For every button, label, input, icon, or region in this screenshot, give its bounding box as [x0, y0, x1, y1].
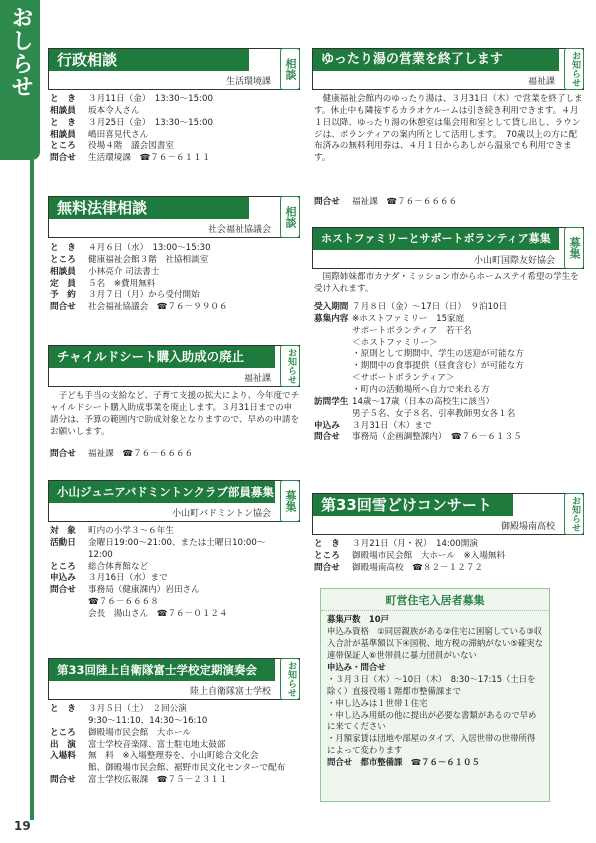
muryo-row-label: 予 約 — [50, 290, 76, 301]
host-row-label: 問合せ — [314, 432, 340, 443]
host-row-label — [314, 361, 352, 373]
badminton-row — [50, 538, 300, 550]
host-row-value: サポートボランティア 若干名 — [352, 325, 472, 336]
muryo-row-value: ４月６日（水） 13:00～15:30 — [88, 243, 211, 253]
gyosei-tag: 相談 — [280, 48, 300, 90]
muryo-row-label: 相談員 — [50, 266, 76, 277]
badminton-row — [50, 585, 300, 597]
gyosei-row-value: ３月11日（金） 13:30～15:00 — [88, 94, 213, 104]
concert-row-value: 9:30～11:10、14:30～16:10 — [88, 715, 208, 726]
gyosei-row — [50, 94, 300, 106]
housing-body — [321, 611, 549, 772]
gyosei-row-label: 相談員 — [50, 129, 76, 140]
badminton-row-label — [50, 597, 88, 609]
badminton-row — [50, 526, 300, 538]
concert-row — [50, 716, 300, 728]
badminton-row — [50, 609, 300, 621]
yuttari-tag: お知らせ — [564, 48, 584, 90]
host-title: ホストファミリーとサポートボランティア募集 — [313, 228, 559, 250]
badminton-row — [50, 562, 300, 574]
concert-row-label — [50, 716, 88, 728]
badminton-row-label: 対 象 — [50, 526, 76, 536]
sidebar-title-tab — [0, 0, 40, 160]
yuttari-header — [312, 48, 584, 90]
host-row — [314, 338, 584, 350]
gyosei-dept: 生活環境課 — [225, 77, 271, 87]
yukidoke-row-value: ３月21日（月・祝） 14:00開演 — [352, 539, 478, 549]
yukidoke-title: 第33回雪どけコンサート — [313, 494, 513, 516]
yukidoke-row-label: 問合せ — [314, 562, 340, 573]
muryo-row — [50, 255, 300, 267]
host-row-label — [314, 409, 352, 421]
housing-line: 申込み・問合せ — [327, 661, 386, 672]
muryo-row — [50, 290, 300, 302]
concert-row-label: ところ — [50, 727, 76, 738]
gyosei-title: 行政相談 — [49, 49, 249, 71]
badminton-row-value: 12:00 — [88, 549, 113, 560]
yukidoke-row — [314, 539, 584, 551]
host-row — [314, 326, 584, 338]
badminton-dept: 小山町バドミントン協会 — [172, 509, 271, 519]
child-title: チャイルドシート購入助成の廃止 — [49, 346, 275, 368]
host-row-value: ・町内の活動場所へ自力で来れる方 — [352, 385, 490, 396]
muryo-row — [50, 279, 300, 291]
concert-row — [50, 728, 300, 740]
host-row-label: 訪問学生 — [314, 396, 349, 407]
page-number: 19 — [14, 819, 31, 833]
housing-line: 問合せ 都市整備課 ☎７６－６１０５ — [327, 757, 480, 768]
concert-header — [48, 658, 300, 700]
concert-row-label: 問合せ — [50, 775, 76, 786]
concert-row-value: 富士学校広報課 ☎７５－２３１１ — [88, 775, 228, 786]
yuttari-text: 健康福祉会館内のゆったり湯は、３月31日（木）で営業を終了します。休止中も隣接するカラオケルームは引き続き利用できます。４月１日以降、ゆったり湯の休憩室は集会用和室として貸し出し、ラウンジは、ボランティアの案内所として活用します。 70歳以上の方に配布済みの無料利用券は、４月１日からあしがら温泉でも利用できます。 — [314, 94, 583, 164]
badminton-row-label: 活動日 — [50, 537, 76, 548]
badminton-row-value: 総合体育館など — [88, 561, 149, 572]
concert-row-value: ３月５日（土） ２回公演 — [88, 704, 187, 714]
housing-line: ・申し込みは１世帯１住宅 — [327, 697, 428, 708]
concert-row-value: 富士学校音楽隊、富士駐屯地太鼓部 — [88, 739, 226, 750]
gyosei-row — [50, 118, 300, 130]
yukidoke-row — [314, 551, 584, 563]
host-details — [314, 302, 584, 444]
host-row — [314, 432, 584, 444]
host-row-label: 受入期間 — [314, 302, 349, 312]
host-row — [314, 349, 584, 361]
gyosei-row-value: 坂本令人さん — [88, 105, 140, 116]
concert-row — [50, 751, 300, 763]
badminton-row-label — [50, 550, 88, 562]
concert-details — [50, 704, 300, 787]
badminton-row — [50, 597, 300, 609]
host-dept: 小山町国際友好協会 — [473, 256, 555, 266]
gyosei-row-value: 嶋田喜見代さん — [88, 129, 149, 140]
host-row — [314, 302, 584, 314]
concert-row-label: 入場料 — [50, 751, 76, 762]
concert-row — [50, 704, 300, 716]
host-row — [314, 421, 584, 433]
child-dept: 福祉課 — [243, 374, 271, 384]
gyosei-row-value: 生活環境課 ☎７６－６１１１ — [88, 153, 211, 164]
yukidoke-dept: 御殿場南高校 — [500, 522, 555, 532]
host-row-label — [314, 349, 352, 361]
yukidoke-row-label: ところ — [314, 550, 340, 561]
muryo-row-value: ５名 ※費用無料 — [88, 278, 156, 289]
muryo-row-value: 小林亮介 司法書士 — [88, 266, 160, 277]
gyosei-details — [50, 94, 300, 165]
concert-row-value: 館、御殿場市民会館、裾野市民文化センターで配布 — [88, 763, 286, 774]
badminton-row — [50, 573, 300, 585]
muryo-row — [50, 267, 300, 279]
host-row — [314, 361, 584, 373]
muryo-details — [50, 243, 300, 314]
gyosei-row-value: ３月25日（金） 13:30～15:00 — [88, 117, 213, 128]
host-row — [314, 373, 584, 385]
gyosei-row — [50, 141, 300, 153]
muryo-dept: 社会福祉協議会 — [207, 225, 271, 235]
muryo-row — [50, 243, 300, 255]
concert-row-value: 無 料 ※入場整理券を、小山町総合文化会 — [88, 751, 259, 762]
host-row-label — [314, 326, 352, 338]
housing-title: 町営住宅入居者募集 — [321, 589, 549, 611]
muryo-tag: 相談 — [280, 196, 300, 238]
muryo-row-label: と き — [50, 243, 76, 253]
yuttari-contact — [314, 197, 457, 209]
badminton-row-value: ☎７６－６６６８ — [88, 597, 159, 608]
gyosei-row-label: 問合せ — [50, 153, 76, 164]
yukidoke-row-value: 御殿場市民会館 大ホール ※入場無料 — [352, 550, 506, 561]
muryo-row-value: ３月７日（月）から受付開始 — [88, 290, 200, 301]
badminton-row — [50, 550, 300, 562]
sidebar — [0, 0, 40, 843]
gyosei-header — [48, 48, 300, 90]
child-contact-value: 福祉課 ☎７６－６６６６ — [88, 449, 194, 459]
host-row-label — [314, 373, 352, 385]
muryo-header — [48, 196, 300, 238]
concert-row — [50, 763, 300, 775]
child-contact-label: 問合せ — [50, 449, 76, 459]
host-row — [314, 385, 584, 397]
host-row-label — [314, 338, 352, 350]
host-row-value: ・原則として期間中、学生の送迎が可能な方 — [352, 349, 524, 360]
host-row-value: ・期間中の食事提供（昼食含む）が可能な方 — [352, 361, 524, 372]
concert-row-value: 御殿場市民会館 大ホール — [88, 727, 191, 738]
host-row-value: ※ホストファミリー 15家庭 — [352, 313, 465, 324]
concert-row — [50, 740, 300, 752]
gyosei-row-label: 相談員 — [50, 105, 76, 116]
badminton-row-label: 申込み — [50, 573, 76, 584]
host-tag: 募集 — [564, 227, 584, 269]
concert-row-label — [50, 763, 88, 775]
badminton-row-value: 町内の小学３～６年生 — [88, 526, 174, 536]
host-row-value: ３月31日（木）まで — [352, 420, 432, 431]
child-text: 子ども手当の支給など、子育て支援の拡大により、今年度でチャイルドシート購入助成事業を廃止します。３月31日までの申請分は、予算の範囲内で助成対象となりますので、早めの申請をお願いします。 — [50, 391, 300, 437]
muryo-row-label: ところ — [50, 254, 76, 265]
muryo-row-value: 健康福祉会館３階 社協相談室 — [88, 254, 209, 265]
badminton-title: 小山ジュニアバドミントンクラブ部員募集 — [49, 481, 275, 503]
gyosei-row-label: ところ — [50, 141, 76, 152]
child-header — [48, 345, 300, 387]
gyosei-row — [50, 153, 300, 165]
yukidoke-row — [314, 563, 584, 575]
housing-line: 募集戸数 10戸 — [327, 614, 389, 625]
badminton-details — [50, 526, 300, 621]
concert-row-label: 出 演 — [50, 739, 76, 750]
badminton-row-value: ３月16日（水）まで — [88, 573, 168, 584]
child-contact — [50, 449, 193, 461]
housing-line: 申込み資格 ①同居親族がある②住宅に困窮している③収入合計が基準額以下④国税、地方税の滞納がない⑤確実な連帯保証人⑥世帯員に暴力団員がいない — [327, 626, 544, 660]
concert-dept: 陸上自衛隊富士学校 — [189, 687, 271, 697]
child-tag: お知らせ — [280, 345, 300, 387]
yukidoke-header — [312, 493, 584, 535]
housing-line: ・３月３日（木）～10日（木） 8:30～17:15（土日を除く）直接役場１階都市整備課まで — [327, 673, 536, 696]
concert-title: 第33回陸上自衛隊富士学校定期演奏会 — [49, 659, 275, 681]
yuttari-contact-value: 福祉課 ☎７６－６６６６ — [352, 197, 458, 207]
yukidoke-tag: お知らせ — [564, 493, 584, 535]
badminton-row-value: 事務局（健康課内）岩田さん — [88, 585, 200, 596]
host-row-value: 14歳～17歳（日本の高校生に該当） — [352, 396, 495, 407]
yuttari-dept: 福祉課 — [527, 77, 555, 87]
host-row — [314, 314, 584, 326]
badminton-row-label — [50, 609, 88, 621]
housing-line: ・月額家賃は団地や部屋のタイプ、入居世帯の世帯所得によって変わります — [327, 733, 536, 756]
host-row-value: ＜ホストファミリー＞ — [352, 337, 438, 348]
housing-notice — [320, 588, 550, 802]
gyosei-row — [50, 106, 300, 118]
host-row-label: 申込み — [314, 420, 340, 431]
yukidoke-row-value: 御殿場南高校 ☎８２－１２７２ — [352, 562, 484, 573]
host-row-value: ＜サポートボランティア＞ — [352, 373, 455, 384]
host-row-value: 事務局（企画調整課内） ☎７６－６１３５ — [352, 432, 522, 443]
host-row-value: 男子５名、女子８名、引率教師男女各１名 — [352, 408, 516, 419]
housing-line: ・申し込み用紙の他に提出が必要な書類があるので早めに来てください — [327, 709, 537, 732]
gyosei-row — [50, 130, 300, 142]
host-header — [312, 227, 584, 269]
gyosei-row-label: と き — [50, 94, 76, 104]
host-row — [314, 409, 584, 421]
badminton-row-value: 金曜日19:00～21:00、または土曜日10:00～ — [88, 537, 266, 548]
muryo-row-value: 社会福祉協議会 ☎７６－９９０６ — [88, 302, 228, 313]
yukidoke-row-label: と き — [314, 539, 340, 549]
sidebar-rule — [30, 160, 34, 820]
concert-tag: お知らせ — [280, 658, 300, 700]
muryo-title: 無料法律相談 — [49, 197, 249, 219]
yuttari-contact-label: 問合せ — [314, 197, 340, 207]
muryo-row — [50, 302, 300, 314]
yuttari-title: ゆったり湯の営業を終了します — [313, 49, 559, 71]
gyosei-row-label: と き — [50, 117, 76, 128]
badminton-row-label: 問合せ — [50, 585, 76, 596]
host-row — [314, 397, 584, 409]
badminton-header — [48, 480, 300, 522]
concert-row-label: と き — [50, 704, 76, 714]
sidebar-title: おしらせ — [8, 6, 34, 98]
concert-row — [50, 775, 300, 787]
gyosei-row-value: 役場４階 議会図書室 — [88, 141, 174, 152]
muryo-row-label: 定 員 — [50, 278, 76, 289]
host-row-label: 募集内容 — [314, 313, 349, 324]
badminton-row-label: ところ — [50, 561, 76, 572]
host-text: 国際姉妹都市カナダ・ミッション市からホームステイ希望の学生を受け入れます。 — [314, 272, 579, 294]
yukidoke-details — [314, 539, 584, 575]
host-row-value: ７月８日（金）～17日（日） ９泊10日 — [352, 302, 508, 312]
badminton-row-value: 会長 湯山さん ☎７６－０１２４ — [88, 609, 228, 620]
muryo-row-label: 問合せ — [50, 302, 76, 313]
host-row-label — [314, 385, 352, 397]
badminton-tag: 募集 — [280, 480, 300, 522]
